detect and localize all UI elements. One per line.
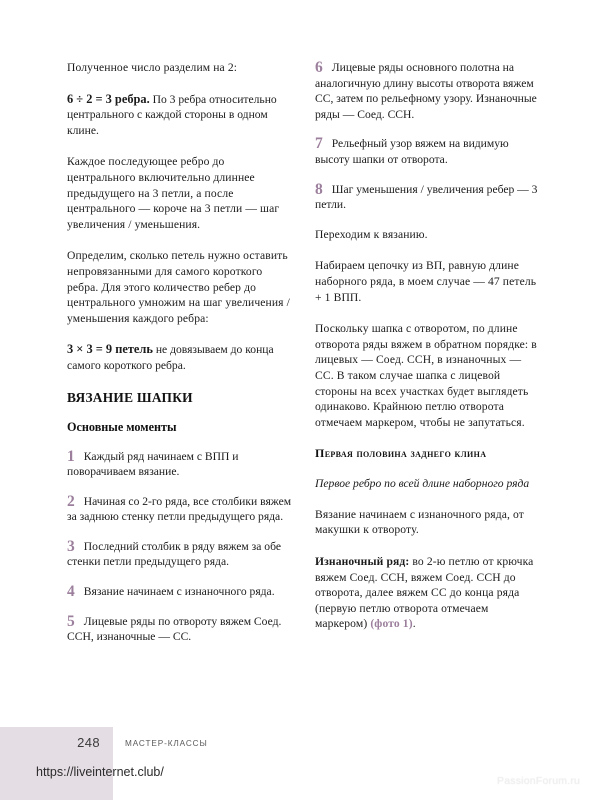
- formula-1-rest: По 3 ребра относительно центрального с каждой стороны в одном клине.: [67, 92, 277, 137]
- formula-2-rest: не довязываем до конца самого короткого ребра.: [67, 343, 274, 372]
- step-number: 4: [67, 583, 75, 601]
- step-text: Шаг уменьшения / увеличения ребер — 3 петли.: [315, 182, 538, 212]
- step-number: 8: [315, 180, 323, 198]
- formula-paragraph-1: [67, 92, 292, 139]
- intro-paragraph: Полученное число разделим на 2:: [67, 61, 238, 74]
- two-column-body: [67, 60, 540, 705]
- paragraph-chain-cast-on: Набираем цепочку из ВП, равную длине наборного ряда, в моем случае — 47 петель + 1 ВПП.: [315, 259, 537, 304]
- numbered-step: [67, 614, 292, 645]
- step-text: Рельефный узор вяжем на видимую высоту шапки от отворота.: [315, 137, 509, 166]
- purl-row-text: во 2-ю петлю от крючка вяжем Соед. ССН, вяжем Соед. ССН до отворота, далее вяжем СС до конца ряда (первую петлю отворота отмечаем маркером): [315, 555, 534, 631]
- section-title-hat-knitting: ВЯЗАНИЕ ШАПКИ: [67, 389, 193, 405]
- formula-1-lead: 6 ÷ 2 = 3 ребра.: [67, 91, 150, 106]
- italic-note-first-rib: Первое ребро по всей длине наборного ряда: [315, 477, 530, 491]
- transition-paragraph: Переходим к вязанию.: [315, 227, 428, 241]
- purl-row-label: Изнаночный ряд:: [315, 555, 410, 569]
- left-column: [67, 60, 292, 705]
- numbered-step: [315, 136, 540, 167]
- watermark: PassionForum.ru: [497, 775, 581, 787]
- formula-2-lead: 3 × 3 = 9 петель: [67, 342, 153, 357]
- photo-reference: (фото 1): [370, 617, 413, 631]
- paragraph-cuff-order: Поскольку шапка с отворотом, по длине отворота ряды вяжем в обратном порядке: в лицевых — Соед. ССН, в изнаночных — СС. В таком случае шапка с лицевой стороны на всех участках будет выглядеть одинаково. Крайнюю петлю отворота отмечаем маркером, чтобы не запутаться.: [315, 322, 537, 429]
- numbered-step: [67, 584, 292, 600]
- paragraph-purl-row-instruction: [315, 554, 540, 632]
- paragraph-loops-calc: Определим, сколько петель нужно оставить непровязанными для самого короткого ребра. Для этого количество ребер до центрального умножим на шаг увеличения / уменьшения каждого ребра:: [67, 249, 290, 325]
- step-number: 1: [67, 447, 75, 465]
- step-text: Начиная со 2-го ряда, все столбики вяжем за заднюю стенку петли предыдущего ряда.: [67, 494, 292, 524]
- paragraph-rib-length: Каждое последующее ребро до центрального включительно длиннее предыдущего на 3 петли, а после центрального — короче на 3 петли — шаг увеличения / уменьшения.: [67, 155, 280, 231]
- step-number: 5: [67, 612, 75, 630]
- step-number: 7: [315, 135, 323, 153]
- purl-row-text-end: .: [412, 617, 416, 631]
- step-number: 6: [315, 59, 323, 76]
- site-url-overlay: https://liveinternet.club/: [36, 765, 164, 779]
- page-number: 248: [77, 735, 100, 750]
- numbered-step: [315, 60, 540, 122]
- numbered-step: [67, 449, 292, 480]
- formula-paragraph-2: [67, 342, 292, 373]
- numbered-step: [67, 539, 292, 570]
- running-head: МАСТЕР-КЛАССЫ: [125, 739, 208, 748]
- numbered-step: [67, 494, 292, 525]
- step-number: 3: [67, 537, 75, 555]
- step-text: Последний столбик в ряду вяжем за обе стенки петли предыдущего ряда.: [67, 539, 281, 569]
- step-text: Лицевые ряды основного полотна на аналогичную длину высоты отворота вяжем СС, затем по рельефному узору. Изнаночные ряды — Соед. ССН.: [315, 61, 537, 121]
- step-text: Каждый ряд начинаем с ВПП и поворачиваем вязание.: [67, 449, 239, 479]
- section-title-first-half-back-wedge: Первая половина заднего клина: [315, 446, 487, 461]
- step-text: Вязание начинаем с изнаночного ряда.: [83, 585, 275, 599]
- step-number: 2: [67, 492, 75, 510]
- numbered-step: [315, 182, 540, 213]
- subsection-title-key-points: Основные моменты: [67, 419, 177, 434]
- step-text: Лицевые ряды по отвороту вяжем Соед. ССН, изнаночные — СС.: [67, 614, 282, 644]
- right-column: [315, 60, 540, 705]
- paragraph-start-direction: Вязание начинаем с изнаночного ряда, от макушки к отвороту.: [315, 507, 524, 537]
